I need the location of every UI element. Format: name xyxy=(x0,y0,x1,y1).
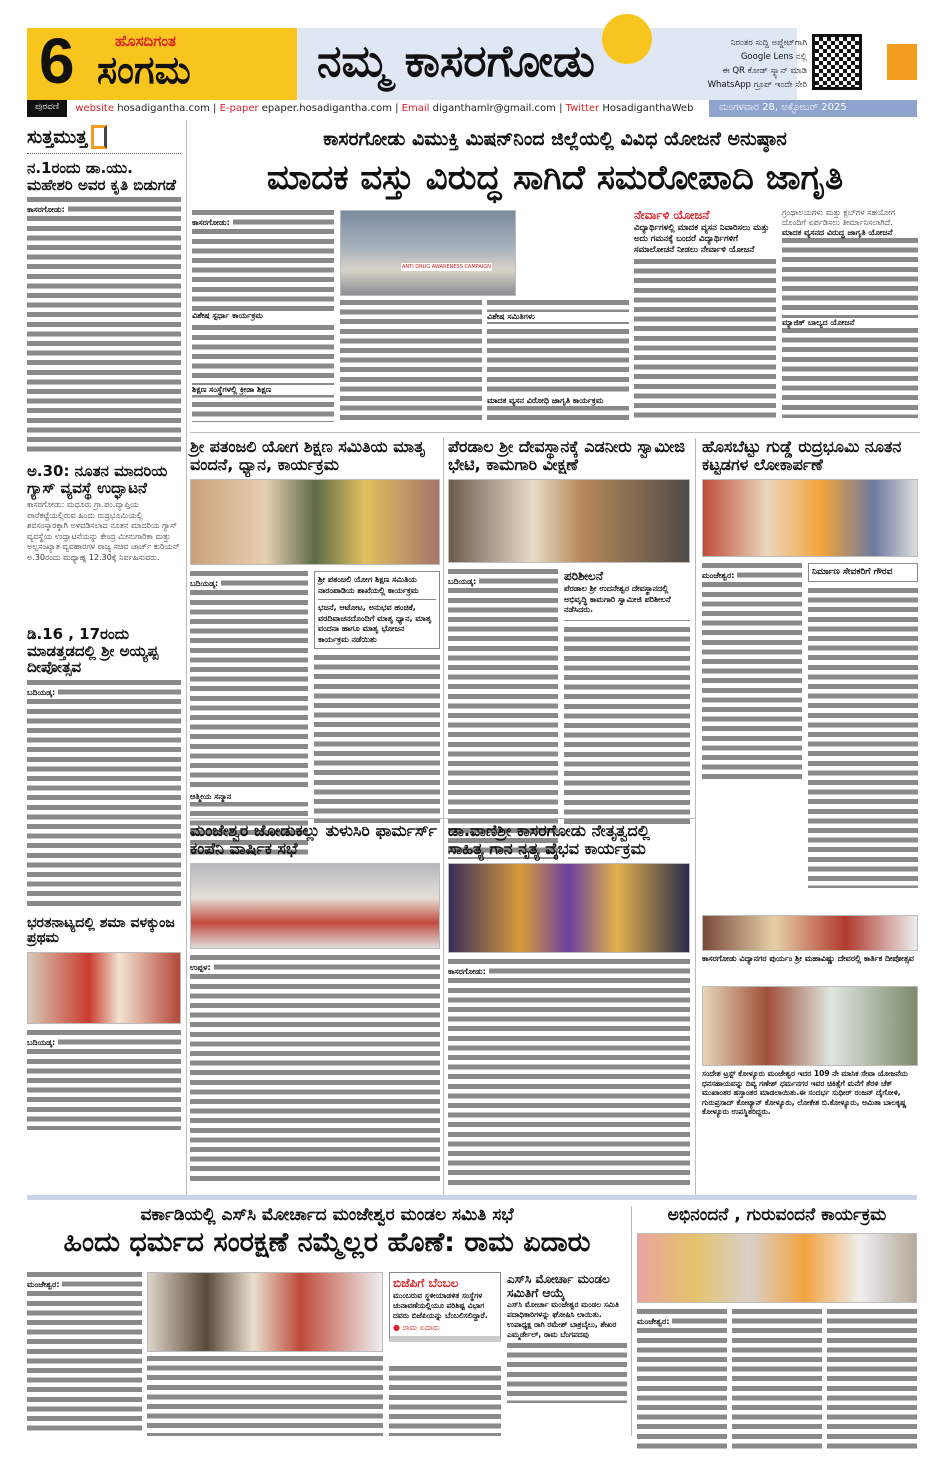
story-headline: ಡಾ.ವಾಣಿಶ್ರೀ ಕಾಸರಗೋಡು ನೇತೃತ್ವದಲ್ಲಿ ಸಾಹಿತ್ಯ ಗಾನ ನೃತ್ಯ ವೈಭವ ಕಾರ್ಯಕ್ರಮ xyxy=(448,821,650,858)
yoga-event-photo xyxy=(190,479,440,565)
lead-right-col xyxy=(782,208,918,418)
section-title: ಸಂಗಮ xyxy=(97,48,191,92)
contact-label: website xyxy=(75,103,114,114)
dateline: ಬದಿಯಡ್ಕ: xyxy=(27,1038,58,1048)
bottom-right-story xyxy=(637,1206,917,1449)
contact-links: website hosadigantha.com | E-paper epaper.hosadigantha.com | Email diganthamlr@gmail.com | Twitter HosadiganthaWeb xyxy=(75,103,694,114)
story-headline: ಹೊಸಬೆಟ್ಟು ಗುಡ್ಡೆ ರುದ್ರಭೂಮಿ ನೂತನ ಕಟ್ಟಡಗಳ ಲೋಕಾರ್ಪಣೆ xyxy=(702,437,902,474)
qr-line: ಈ QR ಕೋಡ್ ಸ್ಕ್ಯಾನ್ ಮಾಡಿ xyxy=(722,66,807,76)
orange-block xyxy=(887,44,917,80)
website-link[interactable]: hosadigantha.com xyxy=(117,103,210,114)
quote-author: ● ರಾಮ ಏದಾರು xyxy=(393,1323,440,1332)
qr-line: ನಿರಂತರ ಸುದ್ದಿ ಅಪ್ಡೇಟ್‌ಗಾಗಿ xyxy=(730,38,807,48)
email-link[interactable]: diganthamlr@gmail.com xyxy=(432,103,556,114)
story-headline: ಭರತನಾಟ್ಯದಲ್ಲಿ ಶಮಾ ವಳಕ್ಕುಂಜ ಪ್ರಥಮ xyxy=(27,914,175,946)
meeting-photo xyxy=(147,1272,383,1352)
lead-headline: ಮಾದಕ ವಸ್ತು ವಿರುದ್ಧ ಸಾಗಿದೆ ಸಮರೋಪಾದಿ ಜಾಗೃತಿ xyxy=(266,158,844,198)
story-kicker: ವರ್ಕಾಡಿಯಲ್ಲಿ ಎಸ್‌ಸಿ ಮೋರ್ಚಾದ ಮಂಜೇಶ್ವರ ಮಂಡಲ ಸಮಿತಿ ಸಭೆ xyxy=(140,1205,514,1225)
subhead: ಆತ್ಮೀಯ ಸನ್ಮಾನ xyxy=(190,792,308,802)
section-separator xyxy=(27,1195,917,1200)
twitter-link[interactable]: HosadiganthaWeb xyxy=(602,103,694,114)
story-body xyxy=(827,1309,917,1449)
story-headline: ನ.1ರಂದು ಡಾ.ಯು. ಮಹೇಶರಿ ಅವರ ಕೃತಿ ಬಿಡುಗಡೆ xyxy=(27,159,176,194)
row-divider xyxy=(190,432,920,433)
contact-label: Twitter xyxy=(565,103,600,114)
brand-logo: ಹೊಸದಿಗಂತ xyxy=(115,32,176,50)
donation-photo xyxy=(702,986,918,1066)
story-body xyxy=(448,959,690,1185)
lead-body-col1 xyxy=(192,210,334,422)
dateline: ಕಾಸರಗೋಡು: xyxy=(192,218,233,228)
supplement-tag: ಪುರವಣಿ xyxy=(27,100,67,117)
edition-title: ನಮ್ಮ ಕಾಸರಗೋಡು xyxy=(317,36,595,87)
subhead: ಮ್ಯಾಜಿಕ್ ಬಾಲ್ಯದ ಯೋಜನೆ xyxy=(782,318,855,327)
story-body xyxy=(637,1309,727,1449)
dateline: ಮಂಜೇಶ್ವರ: xyxy=(637,1317,672,1327)
qr-code-icon[interactable] xyxy=(812,34,862,90)
story-body xyxy=(27,197,181,455)
story-body xyxy=(448,569,558,859)
story-body xyxy=(314,655,440,823)
subhead: ಶಿಕ್ಷಣ ಸಂಸ್ಥೆಗಳಲ್ಲಿ ಕ್ರೀಡಾ ಶಿಕ್ಷಣ xyxy=(192,385,334,395)
subhead: ವಿಶೇಷ ಸಮಿತಿಗಳು xyxy=(487,312,629,322)
photo-captions-column xyxy=(702,915,918,1117)
dateline: ಬದಿಯಡ್ಕ: xyxy=(190,579,221,589)
side-headline: ಎಸ್‌ಸಿ ಮೋರ್ಚಾ ಮಂಡಲ ಸಮಿತಿಗೆ ಆಯ್ಕೆ xyxy=(507,1272,610,1300)
story-headline: ಶ್ರೀ ಪತಂಜಲಿ ಯೋಗ ಶಿಕ್ಷಣ ಸಮಿತಿಯ ಮಾತೃ ವಂದನೆ, ಧ್ಯಾನ, ಕಾರ್ಯಕ್ರಮ xyxy=(190,437,426,474)
story-body xyxy=(564,627,690,827)
qr-caption xyxy=(677,36,807,92)
dateline: ಬದಿಯಡ್ಕ: xyxy=(27,688,58,698)
story-tulusiri xyxy=(190,822,440,1185)
dateline: ಮಂಜೇಶ್ವರ: xyxy=(27,1280,62,1290)
col-divider xyxy=(695,438,696,1195)
lead-right-text: ಗ್ರಂಥಾಲಯಗಳು ಮತ್ತು ಕ್ಲಬ್‌ಗಳ ಸಹಯೋಗ ದೊಂದಿಗೆ ಏರ್ಪಡಿಸಲು ತೀರ್ಮಾನಿಸಲಾಗಿದೆ. xyxy=(782,208,896,227)
story-headline: ಡಿ.16 , 17ರಂದು ಮಾಡತ್ತಡದಲ್ಲಿ ಶ್ರೀ ಅಯ್ಯಪ್ಪ ದೀಪೋತ್ಸವ xyxy=(27,625,159,676)
lead-right-body xyxy=(782,328,918,418)
highlight-box xyxy=(314,571,440,649)
photo-caption: ಸಂದೇಶ ಟ್ರಸ್ಟ್ ಕೋಳ್ಯೂರು ಮಂಜೇಶ್ವರ ಇದರ 109 ನೇ ಮಾಸಿಕ ಸೇವಾ ಯೋಜನೆಯ ಧನಸಹಾಯವನ್ನು ದಿವ್ಯ ಗಣೇಶ್ ಧರ್ಮನಗರ ಇವರ ಚಿಕಿತ್ಸೆಗೆ ಮನೆಗೆ ತೆರಳಿ ಚೆಕ್ ಮುಖಾಂತರ ಹಸ್ತಾಂತರ ಮಾಡಲಾಯಿತು.ಈ ಸಂದರ್ಭ ಸುಧೀರ್ ರಂಜನ್ ದೈಗೋಳಿ, ಗುರುಪ್ರಸಾದ್ ಕೋಟ್ಯಾನ್ ಕೋಳ್ಯೂರು, ಲೋಕೇಶ ಬಿ.ಕೋಳ್ಯೂರು, ಅಮಿತಾ ಬಾಲಕೃಷ್ಣ ಕೋಳ್ಯೂರು ಉಪಸ್ಥಿತರಿದ್ದರು. xyxy=(702,1069,908,1116)
qr-line: WhatsApp ಗ್ರೂಪ್ ಇಂದೇ ಸೇರಿ xyxy=(707,80,807,90)
lead-body-col3 xyxy=(487,300,629,422)
story-body xyxy=(732,1309,822,1449)
lead-right-body xyxy=(782,238,918,318)
story-headline: ಅಭಿನಂದನೆ , ಗುರುವಂದನೆ ಕಾರ್ಯಕ್ರಮ xyxy=(667,1205,887,1225)
story-body xyxy=(808,588,918,888)
anti-drug-campaign-photo xyxy=(340,210,516,296)
story-headline: ಅ.30: ನೂತನ ಮಾದರಿಯ ಗ್ಯಾಸ್ ವ್ಯವಸ್ಥೆ ಉದ್ಘಾಟನೆ xyxy=(27,462,168,497)
story-body xyxy=(190,571,308,859)
story-hosabettu xyxy=(702,438,918,888)
bottom-left-story xyxy=(27,1205,627,1339)
sun-decoration xyxy=(602,14,652,64)
story-vanishree xyxy=(448,822,690,1185)
dateline: ಕಾಸರಗೋಡು: xyxy=(448,967,489,977)
story-body xyxy=(389,1366,501,1436)
subhead: ಮಾದಕ ವ್ಯಸನದ ವಿರುದ್ಧ ಜಾಗೃತಿ ಯೋಜನೆ xyxy=(782,228,893,237)
box-body xyxy=(634,259,776,419)
left-column xyxy=(27,125,181,1130)
box-text: ಪೆರಡಾಲ ಶ್ರೀ ಉದನೇಶ್ವರ ದೇವಸ್ಥಾನದಲ್ಲಿ ಅಭಿವೃದ್ಧಿ ಕಾಮಗಾರಿ ಸ್ವಾಮೀಜಿ ಪರಿಶೀಲನೆ ನಡೆಸಿದರು. xyxy=(564,584,690,621)
box-text: ಶ್ರೀ ಪತಂಜಲಿ ಯೋಗ ಶಿಕ್ಷಣ ಸಮಿತಿಯ ನಾರಂಪಾಡಿಯ ಶಾಖೆಯಲ್ಲಿ ಕಾರ್ಯಕ್ರಮ xyxy=(318,575,436,600)
col-divider xyxy=(443,438,444,1195)
row-divider xyxy=(190,818,695,819)
story-body xyxy=(27,1030,181,1130)
building-inauguration-photo xyxy=(702,479,918,557)
story-patanjali xyxy=(190,438,440,859)
masthead xyxy=(27,25,917,100)
subhead: ವಿಶೇಷ ಸ್ಪರ್ಧಾ ಕಾರ್ಯಕ್ರಮ xyxy=(192,311,334,321)
dateline: ಮಂಜೇಶ್ವರ: xyxy=(702,571,737,581)
page-number: 6 xyxy=(39,25,75,97)
subhead: ಮಾದಕ ವ್ಯಸನ ವಿರೋಧಿ ಜಾಗೃತಿ ಕಾರ್ಯಕ್ರಮ xyxy=(487,396,629,406)
quote-title: ಬಿಜೆಪಿಗೆ ಬೆಂಬಲ xyxy=(393,1276,459,1290)
deepotsava-photo xyxy=(702,915,918,951)
date: ಮಂಗಳವಾರ 28, ಅಕ್ಟೋಬರ್ 2025 xyxy=(709,100,917,117)
story-body xyxy=(27,680,181,908)
story-body xyxy=(27,1272,142,1434)
col-divider xyxy=(631,1206,632,1436)
cultural-program-photo xyxy=(448,863,690,953)
story-headline: ಹಿಂದು ಧರ್ಮದ ಸಂರಕ್ಷಣೆ ನಮ್ಮೆಲ್ಲರ ಹೊಣೆ: ರಾಮ ಏದಾರು xyxy=(63,1226,591,1258)
farmers-meeting-photo xyxy=(190,863,440,949)
qr-line: Google Lens ನಲ್ಲಿ xyxy=(740,52,807,62)
box-title: ನೇರ್ವಾಳಿ ಯೋಜನೆ xyxy=(634,208,710,222)
story-body xyxy=(507,1343,627,1403)
story-headline: ಮಂಜೇಶ್ವರ ಜೋಡುಕಲ್ಲು ತುಳುಸಿರಿ ಫಾರ್ಮರ್ಸ್ ಕಂಪೆನಿ ವಾರ್ಷಿಕ ಸಭೆ xyxy=(190,821,437,858)
lead-body-col2 xyxy=(340,300,482,422)
contact-label: Email xyxy=(401,103,430,114)
lead-kicker: ಕಾಸರಗೋಡು ವಿಮುಕ್ತಿ ಮಿಷನ್‌ನಿಂದ ಜಿಲ್ಲೆಯಲ್ಲಿ ವಿವಿಧ ಯೋಜನೆ ಅನುಷ್ಠಾನ xyxy=(323,128,787,150)
story-body: ಕಾಸರಗೋಡು: ಮಧೂರು ಗ್ರಾ.ಪಂ.ವ್ಯಾಪ್ತಿಯ ಪಾರೆಕಟ್ಟೆಯಲ್ಲಿರುವ ಹಿಂದು ರುದ್ರಭೂಮಿಯಲ್ಲಿ ಶವಸಂಸ್ಕಾರಕ್ಕಾಗಿ ಅಳವಡಿಸಲಾದ ನೂತನ ಮಾದರಿಯ ಗ್ಯಾಸ್ ವ್ಯವಸ್ಥೆಯ ಉದ್ಘಾಟನೆಯನ್ನು ಕೇಂದ್ರ ಮೀನುಗಾರಿಕಾ ಮತ್ತು ಅಲ್ಪಸಂಖ್ಯಾತ ವ್ಯವಹಾರಗಳ ರಾಜ್ಯ ಸಚಿವ ಜಾರ್ಜ್ ಕುರಿಯನ್ ಅ.30ರಂದು ಮಧ್ಯಾಹ್ನ 12.30ಕ್ಕೆ ನಿರ್ವಹಿಸುವರು. xyxy=(27,500,180,562)
epaper-link[interactable]: epaper.hosadigantha.com xyxy=(261,103,392,114)
nervali-box xyxy=(634,208,776,419)
photo-caption: ಕಾಸರಗೋಡು ವಿದ್ಯಾನಗರ ಪುರ್ಯಂ ಶ್ರೀ ಮಹಾವಿಷ್ಣು ದೇವರಲ್ಲಿ ಕಾರ್ತಿಕ ದೀಪೋತ್ಸವ xyxy=(702,954,914,963)
photo-banner: ANTI DRUG AWARENESS CAMPAIGN xyxy=(402,264,491,270)
box-text: ನಿರ್ಮಾಣ ಸೇವಕರಿಗೆ ಗೌರವ xyxy=(808,563,918,582)
quote-box xyxy=(389,1272,501,1342)
section-logo-suttamutta xyxy=(27,125,181,154)
sc-morcha-box xyxy=(507,1272,627,1403)
dance-award-photo xyxy=(27,952,181,1024)
box-title: ಪರಿಶೀಲನೆ xyxy=(564,569,603,584)
story-body xyxy=(190,955,440,1185)
story-body xyxy=(147,1356,383,1436)
story-headline: ಪೆರಡಾಲ ಶ್ರೀ ದೇವಸ್ಥಾನಕ್ಕೆ ಎಡನೀರು ಸ್ವಾಮೀಜಿ ಭೇಟಿ, ಕಾಮಗಾರಿ ವೀಕ್ಷಣೆ xyxy=(448,437,685,474)
dateline: ಉಪ್ಪಳ: xyxy=(190,963,214,973)
story-peradala xyxy=(448,438,690,859)
swamiji-visit-photo xyxy=(448,479,690,563)
box-text: ಭಜನೆ, ಆಟೋಟ, ಅನುಭವ ಹಂಚಿಕೆ, ವರದಿವಾಚನದೊಂದಿಗೆ ಮಾತೃ ಧ್ಯಾನ, ಮಾತೃ ವಂದನಾ ಹಾಗೂ ಮಾತೃ ಭೋಜನ ಕಾರ್ಯಕ್ರಮ ನಡೆಯಿತು xyxy=(318,603,432,644)
left-column-divider xyxy=(186,120,187,1195)
box-text: ವಿದ್ಯಾರ್ಥಿಗಳಲ್ಲಿ ಮಾದಕ ವ್ಯಸನ ನಿವಾರಿಸಲು ಮತ್ತು ಅದು ಗಮನಕ್ಕೆ ಬಂದರೆ ವಿದ್ಯಾರ್ಥಿಗಳಿಗೆ ಸಮಾಲೋಚನೆ ನೀಡಲು ನೇರ್ವಾಳಿ ಯೋಜನೆ xyxy=(634,223,770,255)
dateline: ಕಾಸರಗೋಡು: xyxy=(27,205,68,215)
dateline: ಬದಿಯಡ್ಕ: xyxy=(448,577,479,587)
door-icon xyxy=(91,125,107,149)
story-body xyxy=(702,563,802,783)
contact-strip xyxy=(27,100,917,117)
side-text: ಎಸ್‌ಸಿ ಮೋರ್ಚಾ ಮಂಜೇಶ್ವರ ಮಂಡಲ ಸಮಿತಿ ಪದಾಧಿಕಾರಿಗಳನ್ನು ಘೋಷಿಸಿ ಲಾಯಿತು. ಉಪಾಧ್ಯಕ್ಷ ರಾಗಿ ರಮೇಶ್ ಬಾಕ್ರಬೈಲು, ಶೇಖರ ಎಮ್ಮರ್ಡೇಲ್, ರಾಮ ಬೆಂಗಪದವು xyxy=(507,1300,619,1339)
section-logo-text: ಸುತ್ತಮುತ್ತ xyxy=(27,126,88,148)
quote-text: ಮುಂಬರುವ ಸ್ಥಳೀಯಾಡಳಿತ ಸಂಸ್ಥೆಗಳ ಚುನಾವಣೆಯಲ್ಲಿಯೂ ಪರಿಶಿಷ್ಟ ವಿಭಾಗ ದವರು ಬಿಜೆಪಿಯನ್ನು ಬೆಂಬಲಿಸಲಿದ್ದಾರೆ. xyxy=(393,1291,488,1320)
contact-label: E-paper xyxy=(219,103,259,114)
quote-author-name: ರಾಮ ಏದಾರು xyxy=(402,1323,440,1332)
felicitation-photo xyxy=(637,1233,917,1303)
